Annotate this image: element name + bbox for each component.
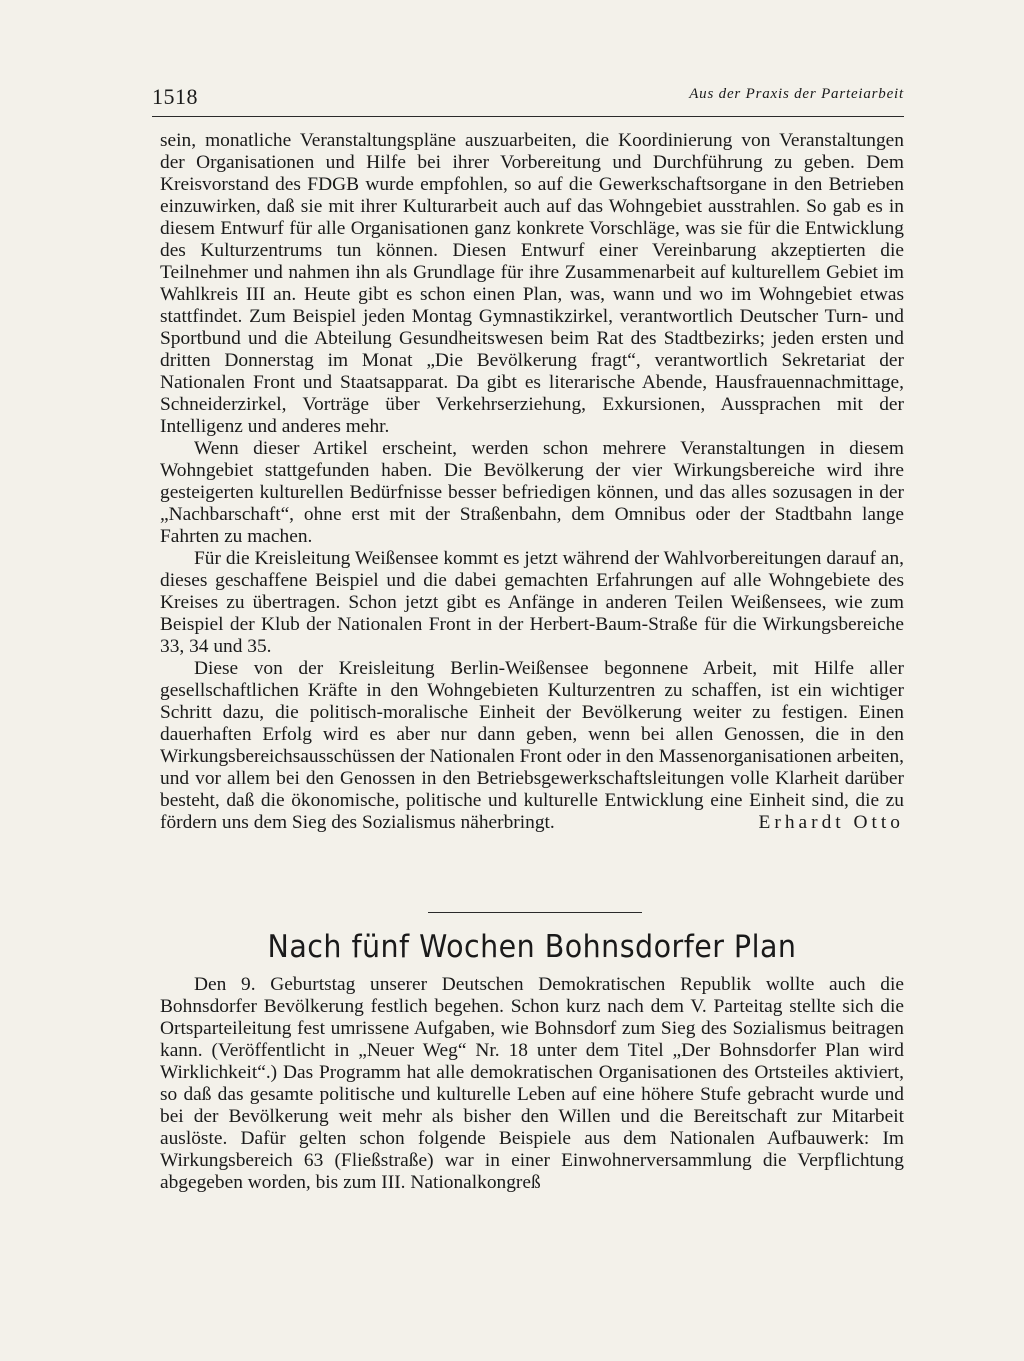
article-one-paragraph-2: Wenn dieser Artikel erscheint, werden schon mehrere Veranstaltungen in diesem Wohngebiet stattgefunden haben. Die Bevölkerung der vier Wirkungsbereiche wird ihre gesteigerten kulturellen Bedürfnisse besser befriedigen können, und das alles sozusagen in der „Nachbarschaft“, ohne erst mit der Straßenbahn, dem Omnibus oder der Stadtbahn lange Fahrten zu machen. [160,438,904,547]
page-header [152,82,904,117]
section-heading: Nach fünf Wochen Bohnsdorfer Plan [267,929,797,965]
article-one-body [160,130,904,834]
author-signature: Erhardt Otto [758,812,904,833]
article-two-paragraph-1: Den 9. Geburtstag unserer Deutschen Demokratischen Republik wollte auch die Bohnsdorfer Bevölkerung festlich begehen. Schon kurz nach dem V. Parteitag stellte sich die Ortsparteileitung fest umrissene Aufgaben, wie Bohnsdorf zum Sieg des Sozialismus beitragen kann. (Veröffentlicht in „Neuer Weg“ Nr. 18 unter dem Titel „Der Bohnsdorfer Plan wird Wirklichkeit“.) Das Programm hat alle demokratischen Organisationen des Ortsteiles aktiviert, so daß das gesamte politische und kulturelle Leben auf eine höhere Stufe gebracht wurde und bei der Bevölkerung weit mehr als bisher den Willen und die Bereitschaft zur Mitarbeit auslöste. Dafür gelten schon folgende Beispiele aus dem Nationalen Aufbauwerk: Im Wirkungsbereich 63 (Fließstraße) war in einer Einwohnerversammlung die Verpflichtung abgegeben worden, bis zum III. Nationalkongreß [160,974,904,1193]
page-number: 1518 [152,84,198,109]
running-title: Aus der Praxis der Parteiarbeit [689,86,904,102]
article-one-paragraph-3: Für die Kreisleitung Weißensee kommt es jetzt während der Wahlvorbereitungen darauf an, dieses geschaffene Beispiel und die dabei gemachten Erfahrungen auf alle Wohngebiete des Kreises zu übertragen. Schon jetzt gibt es Anfänge in anderen Teilen Weißensees, wie zum Beispiel der Klub der Nationalen Front in der Herbert-Baum-Straße für die Wirkungsbereiche 33, 34 und 35. [160,548,904,657]
article-one-paragraph-4-text: Diese von der Kreisleitung Berlin-Weißensee begonnene Arbeit, mit Hilfe aller gesellschaftlichen Kräfte in den Wohngebieten Kulturzentren zu schaffen, ist ein wichtiger Schritt dazu, die politisch-moralische Einheit der Bevölkerung weiter zu festigen. Einen dauerhaften Erfolg wird es aber nur dann geben, wenn bei allen Genossen, die in den Wirkungsbereichsausschüssen der Nationalen Front oder in den Massenorganisationen arbeiten, und vor allem bei den Genossen in den Betriebsgewerkschaftsleitungen volle Klarheit darüber besteht, daß die ökonomische, politische und kulturelle Entwicklung eine Einheit sind, die zu fördern uns dem Sieg des Sozialismus näherbringt. [160,658,904,833]
article-one-paragraph-1: sein, monatliche Veranstaltungspläne auszuarbeiten, die Koordinierung von Veranstaltungen der Organisationen und Hilfe bei ihrer Vorbereitung und Durchführung zu geben. Dem Kreisvorstand des FDGB wurde empfohlen, so auf die Gewerkschaftsorgane in den Betrieben einzuwirken, daß sie mit ihrer Kulturarbeit auch auf das Wohngebiet ausstrahlen. So gab es in diesem Entwurf für alle Organisationen ganz konkrete Vorschläge, was sie für die Entwicklung des Kulturzentrums tun können. Diesen Entwurf einer Vereinbarung akzeptierten die Teilnehmer und nahmen ihn als Grundlage für ihre Zusammenarbeit auf kulturellem Gebiet im Wahlkreis III an. Heute gibt es schon einen Plan, was, wann und wo im Wohngebiet etwas stattfindet. Zum Beispiel jeden Montag Gymnastikzirkel, verantwortlich Deutscher Turn- und Sportbund und die Abteilung Gesundheitswesen beim Rat des Stadtbezirks; jeden ersten und dritten Donnerstag im Monat „Die Bevölkerung fragt“, verantwortlich Sekretariat der Nationalen Front und Staatsapparat. Da gibt es literarische Abende, Hausfrauennachmittage, Schneiderzirkel, Vorträge über Verkehrserziehung, Exkursionen, Aussprachen mit der Intelligenz und anderes mehr. [160,130,904,437]
section-divider [428,912,642,913]
article-one-paragraph-4 [160,658,904,834]
article-two-body [160,974,904,1194]
